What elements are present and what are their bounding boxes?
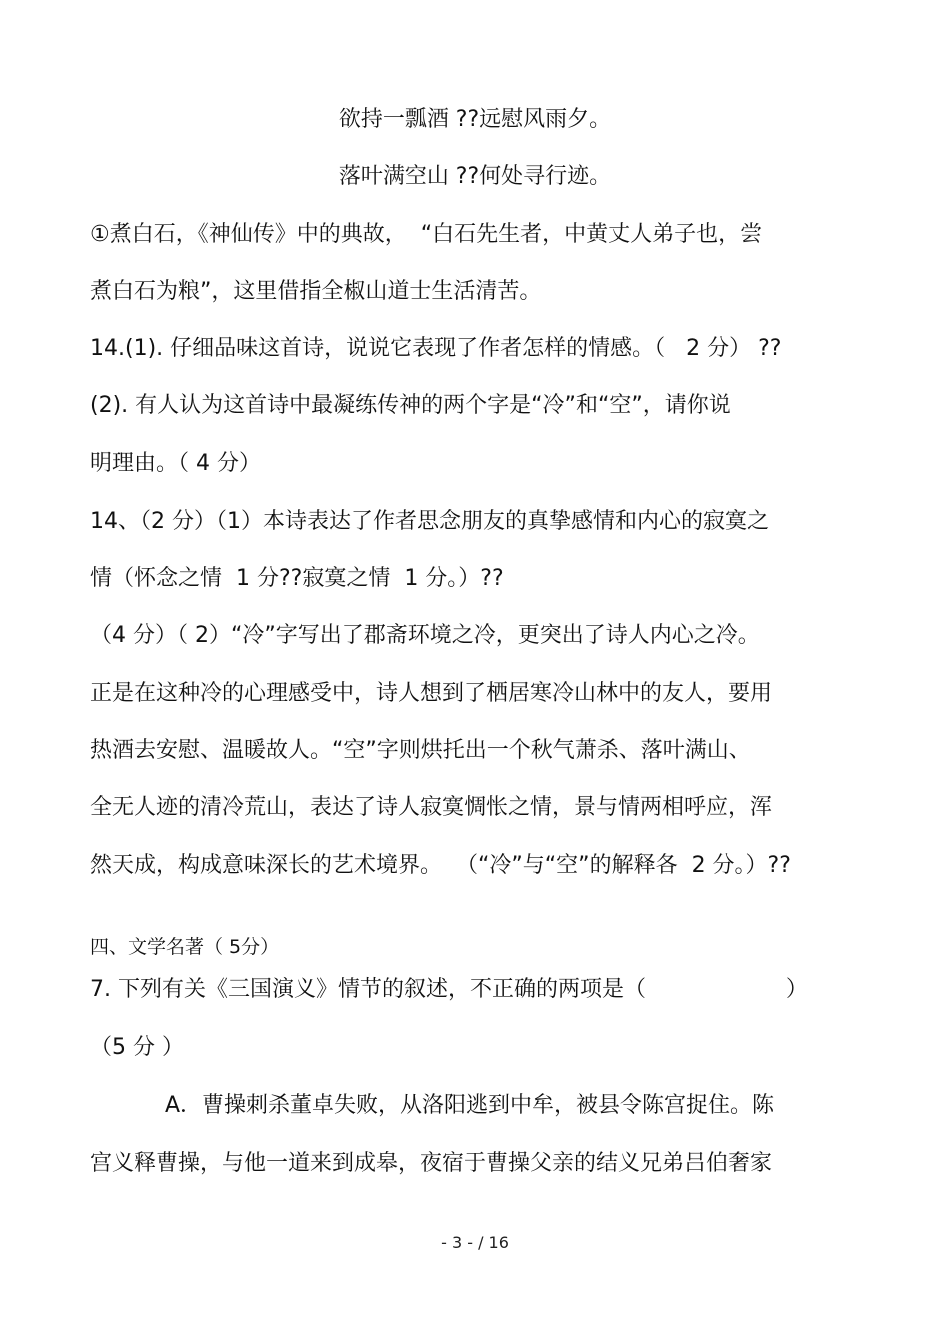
section-4-heading: 四、文学名著（ 5分） <box>90 936 280 958</box>
poem-line-2: 落叶满空山 ??何处寻行迹。 <box>338 164 612 189</box>
question-7-points: （5 分 ） <box>90 1035 184 1060</box>
note-line-2: 煮白石为粮”，这里借指全椒山道士生活清苦。 <box>90 279 542 304</box>
question-14-part-1: 14.(1). 仔细品味这首诗，说说它表现了作者怎样的情感。（ 2 分） ?? <box>90 336 782 361</box>
answer-14-line-4: 正是在这种冷的心理感受中，诗人想到了栖居寒冷山林中的友人，要用 <box>90 681 773 706</box>
answer-14-line-3: （4 分）（ 2）“冷”字写出了郡斋环境之冷，更突出了诗人内心之冷。 <box>90 623 760 648</box>
option-a-line-2: 宫义释曹操，与他一道来到成皋，夜宿于曹操父亲的结义兄弟吕伯奢家 <box>90 1151 773 1176</box>
question-14-part-2-cont: 明理由。（ 4 分） <box>90 451 261 476</box>
answer-14-line-6: 全无人迹的清冷荒山，表达了诗人寂寞惆怅之情，景与情两相呼应，浑 <box>90 795 773 820</box>
note-line-1: ①煮白石，《神仙传》中的典故， “白石先生者，中黄丈人弟子也，尝 <box>90 222 763 247</box>
question-14-part-2: (2). 有人认为这首诗中最凝练传神的两个字是“冷”和“空”，请你说 <box>90 393 731 418</box>
answer-14-line-5: 热酒去安慰、温暖故人。“空”字则烘托出一个秋气萧杀、落叶满山、 <box>90 738 751 763</box>
answer-14-line-7: 然天成，构成意味深长的艺术境界。 （“冷”与“空”的解释各 2 分。）?? <box>90 853 791 878</box>
page-number: - 3 - / 16 <box>441 1233 509 1252</box>
answer-14-line-2: 情（怀念之情 1 分??寂寞之情 1 分。）?? <box>90 566 504 591</box>
answer-14-line-1: 14、（2 分）（1）本诗表达了作者思念朋友的真挚感情和内心的寂寞之 <box>90 509 769 534</box>
option-a-line-1: A．曹操刺杀董卓失败，从洛阳逃到中牟，被县令陈宫捉住。陈 <box>165 1093 775 1118</box>
poem-line-1: 欲持一瓢酒 ??远慰风雨夕。 <box>338 107 612 132</box>
question-7: 7. 下列有关《三国演义》情节的叙述，不正确的两项是（ ） <box>90 977 808 1002</box>
